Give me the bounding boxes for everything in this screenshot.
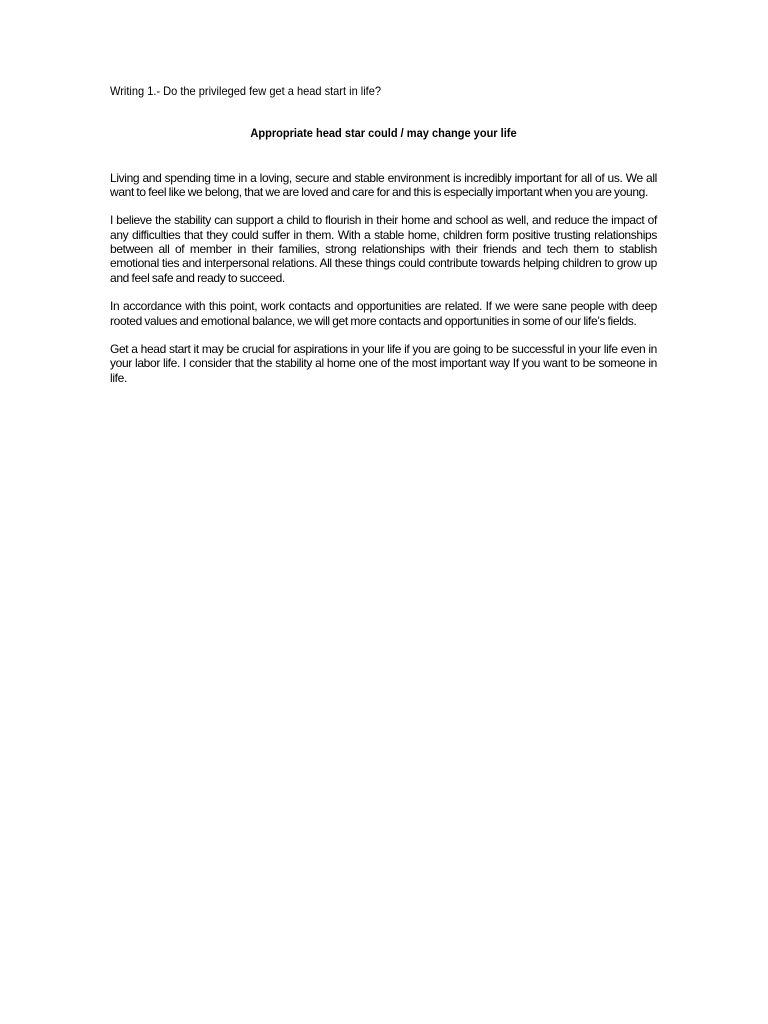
document-body (110, 171, 657, 385)
paragraph-3: In accordance with this point, work contacts and opportunities are related. If we were sane people with deep rooted values and emotional balance, we will get more contacts and opportunities in some of our life’s fields. (110, 299, 657, 328)
paragraph-2: I believe the stability can support a child to flourish in their home and school as well, and reduce the impact of any difficulties that they could suffer in them. With a stable home, children form positive trusting relationships between all of member in their families, strong relationships with their friends and tech them to stablish emotional ties and interpersonal relations. All these things could contribute towards helping children to grow up and feel safe and ready to succeed. (110, 213, 657, 285)
document-title: Appropriate head star could / may change your life (250, 126, 517, 141)
paragraph-4: Get a head start it may be crucial for aspirations in your life if you are going to be successful in your life even in your labor life. I consider that the stability al home one of the most important way If you want to be someone in life. (110, 342, 657, 385)
assignment-heading: Writing 1.- Do the privileged few get a head start in life? (110, 84, 382, 98)
document-page (110, 84, 657, 399)
paragraph-1: Living and spending time in a loving, secure and stable environment is incredibly important for all of us. We all want to feel like we belong, that we are loved and care for and this is especially important when you are young. (110, 170, 657, 199)
